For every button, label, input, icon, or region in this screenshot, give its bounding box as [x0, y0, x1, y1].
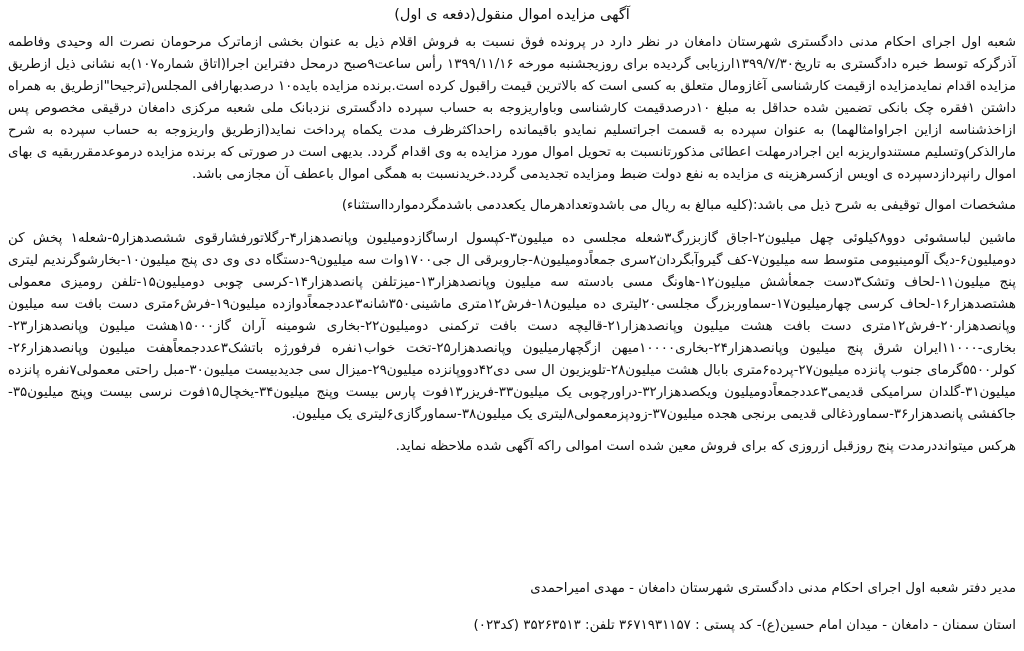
visit-paragraph: هرکس میتوانددرمدت پنج روزقبل ازروزی که برای فروش معین شده است اموالی راکه آگهی شده ملاحظه نماید.: [395, 439, 1016, 454]
items-list-paragraph: ماشین لباسشوئی دوو۸کیلوئی چهل میلیون۲-اجاق گازبزرگ۳شعله مجلسی ده میلیون۳-کپسول ارساگازدومیلیون وپانصدهزار۴-رگلاتورفشارقوی ششصدهزار۵-شعله۱ پخش کن دومیلیون۶-دیگ آلومینیومی متوسط سه میلیون۷-کف گیروآبگردان۲سری جمعاًدومیلیون۸-جاروبرقی ال جی۱۷۰۰وات سه میلیون۹-دستگاه دی وی دی پنج میلیون۱۰-بخارشوگرندیم لیتری پنج میلیون۱۱-لحاف وتشک۳دست جمعأشش میلیون۱۲-هاونگ مسی بادسته سه میلیون وپانصدهزار۱۳-میزتلفن پانصدهزار۱۴-کرسی چوبی دومیلیون۱۵-تلفن رومیزی معمولی هشتصدهزار۱۶-لحاف کرسی چهارمیلیون۱۷-سماوربزرگ مجلسی۲۰لیتری ده میلیون۱۸-فرش۱۲متری ماشینی۳۵۰شانه۳عددجمعاًدوازده میلیون۱۹-فرش۶متری دست بافت سه میلیون وپانصدهزار۲۰-فرش۱۲متری دست بافت هشت میلیون وپانصدهزار۲۱-قالیچه دست بافت ترکمنی دومیلیون۲۲-بخاری شومینه آران گاز۱۵۰۰۰هشت میلیون وپانصدهزار۲۳-بخاری-۱۱۰۰۰ایران شرق پنج میلیون وپانصدهزار۲۴-بخاری۱۰۰۰۰میهن ازگچهارمیلیون وپانصدهزار۲۵-تخت خواب۱نفره فرفورژه باتشک۳عددجمعاًهفت میلیون وپانصدهزار۲۶-کولر۵۵۰۰گرمای جنوب پانزده میلیون۲۷-پرده۶متری بابال هشت میلیون۲۸-تلویزیون ال سی دی۴۲دووپانزده میلیون۲۹-میزال سی جدیدبیست میلیون۳۰-مبل راحتی معمولی۷نفره پانزده میلیون۳۱-گلدان سرامیکی قدیمی۳عددجمعاًدومیلیون ویکصدهزار۳۲-دراورچوبی یک میلیون۳۳-فریزر۱۳فوت پارس بیست وپنج میلیون۳۴-یخچال۱۵فوت نرسی بیست وپنج میلیون۳۵-جاکفشی پانصدهزار۳۶-سماورذغالی قدیمی برنجی هجده میلیون۳۷-زودپزمعمولی۸لیتری یک میلیون۳۸-سماورگازی۶لیتری یک میلیون.: [8, 231, 1017, 422]
intro-paragraph: شعبه اول اجرای احکام مدنی دادگستری شهرستان دامغان در نظر دارد در پرونده فوق نسبت به فروش اقلام ذیل به عنوان بخشی ازماترک مرحومان نصرت اله وحیدی وفاطمه آذرگرکه توسط خبره دادگستری به تاریخ۱۳۹۹/۷/۳۰ارزیابی گردیده برای روزیجشنبه مورخه ۱۳۹۹/۱۱/۱۶ رأس ساعت۹صبح درمحل دفتراین اجرا(اتاق شماره۱۰۷)به نشانی ذیل ازطریق مزایده اقدام نمایدمزایده ازقیمت کارشناسی آغازومال متعلق به کسی است که بالاترین قیمت راقبول کرده است.برنده مزایده بایده۱۰ درصدبهارافی المجلس(ترجیحا"ازطریق به همراه داشتن ۱فقره چک بانکی تضمین شده حداقل به مبلغ ۱۰درصدقیمت کارشناسی وباواریزوجه به حساب سپرده دادگستری نزدبانک ملی شعبه مرکزی دامغان درقیقی مخصوص پس ازاخذشناسه ازاین اجراوامثالهما) به عنوان سپرده به قسمت اجراتسلیم نمایدو باقیمانده راحداکثرظرف مدت یکماه پرداخت نماید(ازطریق واریزوجه به حساب سپرده به شرح مارالذکر)وتسلیم مستندواریزبه این اجرادرمهلت اعطائی مذکورتانسبت به تحویل اموال مورد مزایده به وی اقدام گردد. بدیهی است در صورتی که برنده مزایده درموعدمقرربقیه ی بهای اموال رانپردازدسپرده ی اویس ازکسرهزینه ی مزایده به نفع دولت ضبط ومزایده تجدیدمی گردد.خریدنسبت به همگی اموال باعطف آن مجازمی باشد.: [8, 35, 1016, 182]
address-line: استان سمنان - دامغان - میدان امام حسین(ع)- کد پستی : ۳۶۷۱۹۳۱۱۵۷ تلفن: ۳۵۲۶۳۵۱۳ (کد۰۲۳): [473, 618, 1016, 633]
specs-heading: مشخصات اموال توقیفی به شرح ذیل می باشد:(کلیه مبالغ به ریال می باشدوتعدادهرمال یکعددمی باشدمگردمواردااستثناء): [341, 198, 1016, 213]
signature-line: مدیر دفتر شعبه اول اجرای احکام مدنی دادگستری شهرستان دامغان - مهدی امیراحمدی: [530, 581, 1016, 596]
notice-title: آگهی مزایده اموال منقول(دفعه ی اول): [394, 7, 630, 23]
